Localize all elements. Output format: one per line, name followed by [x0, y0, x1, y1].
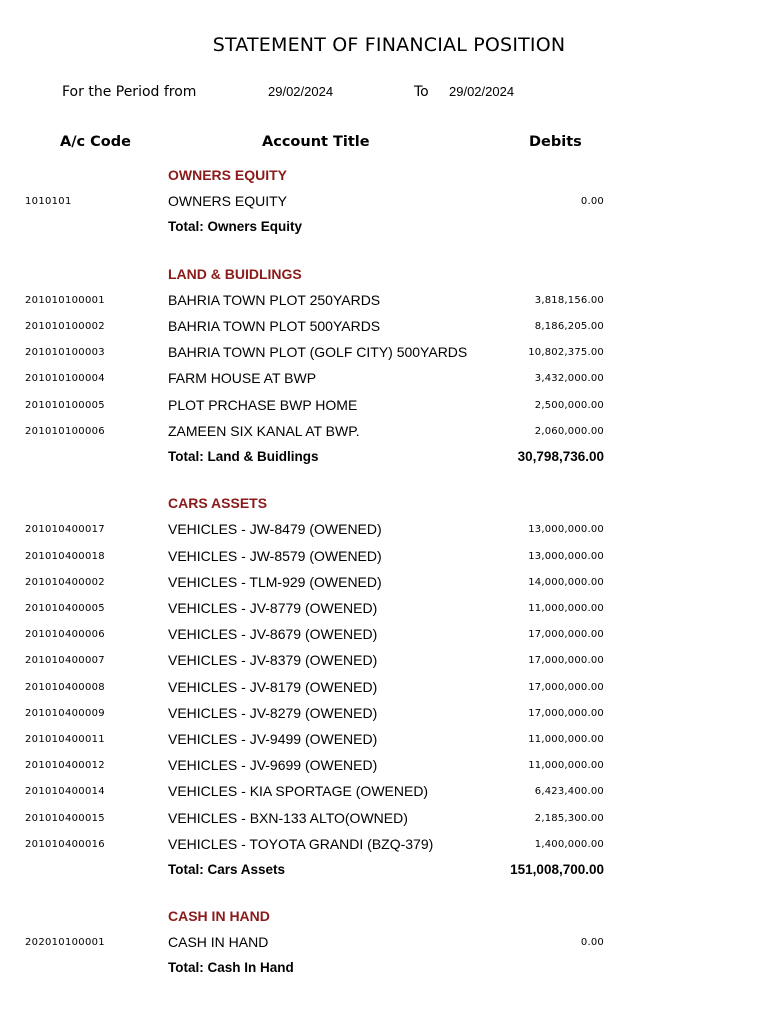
- account-title: VEHICLES - JV-8379 (OWENED): [168, 652, 378, 669]
- debit-amount: 3,818,156.00: [534, 294, 604, 306]
- account-title: BAHRIA TOWN PLOT 250YARDS: [168, 291, 381, 308]
- debit-amount: 17,000,000.00: [528, 629, 604, 641]
- column-header-debits: Debits: [529, 134, 582, 150]
- column-header-code: A/c Code: [60, 134, 131, 150]
- debit-amount: 11,000,000.00: [528, 734, 604, 745]
- debit-amount: 2,500,000.00: [534, 399, 604, 411]
- account-code: 201010400012: [25, 760, 105, 772]
- period-to-label: To: [414, 84, 429, 100]
- account-code: 201010400005: [25, 603, 105, 614]
- account-title: VEHICLES - JV-8779 (OWENED): [168, 600, 378, 616]
- column-header-title: Account Title: [262, 134, 370, 150]
- account-code: 201010400018: [25, 550, 105, 562]
- account-code: 201010100005: [25, 399, 105, 411]
- account-code: 201010400008: [25, 681, 105, 693]
- account-code: 1010101: [25, 196, 72, 208]
- account-title: VEHICLES - TOYOTA GRANDI (BZQ-379): [168, 835, 434, 852]
- period-to-date: 29/02/2024: [449, 84, 515, 99]
- account-title: VEHICLES - BXN-133 ALTO(OWNED): [168, 809, 408, 826]
- account-title: BAHRIA TOWN PLOT (GOLF CITY) 500YARDS: [168, 344, 468, 361]
- account-code: 201010100003: [25, 347, 105, 359]
- section-heading: CARS ASSETS: [168, 495, 268, 512]
- section-total-label: Total: Cars Assets: [168, 861, 286, 877]
- debit-amount: 2,060,000.00: [534, 425, 604, 437]
- account-title: VEHICLES - JV-8679 (OWENED): [168, 626, 378, 643]
- debit-amount: 14,000,000.00: [528, 576, 604, 588]
- account-title: BAHRIA TOWN PLOT 500YARDS: [168, 318, 381, 334]
- debit-amount: 6,423,400.00: [534, 786, 604, 798]
- section-total-value: 151,008,700.00: [510, 861, 604, 877]
- account-code: 201010100006: [25, 425, 105, 437]
- account-title: PLOT PRCHASE BWP HOME: [168, 396, 358, 413]
- section-total-value: 30,798,736.00: [517, 448, 604, 464]
- debit-amount: 2,185,300.00: [534, 812, 604, 824]
- debit-amount: 0.00: [580, 196, 604, 208]
- account-title: OWNERS EQUITY: [168, 193, 288, 210]
- account-code: 201010100004: [25, 373, 105, 385]
- section-total-label: Total: Cash In Hand: [168, 960, 294, 976]
- section-total-label: Total: Land & Buidlings: [168, 448, 319, 464]
- debit-amount: 11,000,000.00: [528, 603, 604, 614]
- account-title: CASH IN HAND: [168, 934, 269, 951]
- account-title: VEHICLES - JV-8179 (OWENED): [168, 678, 378, 695]
- account-code: 201010400007: [25, 655, 105, 667]
- account-code: 201010400015: [25, 812, 105, 824]
- section-heading: LAND & BUIDLINGS: [168, 265, 302, 282]
- account-title: VEHICLES - JV-9499 (OWENED): [168, 731, 378, 747]
- account-code: 201010400006: [25, 629, 105, 641]
- debit-amount: 1,400,000.00: [534, 838, 604, 850]
- debit-amount: 3,432,000.00: [534, 373, 604, 385]
- debit-amount: 13,000,000.00: [528, 550, 604, 562]
- section-heading: OWNERS EQUITY: [168, 167, 288, 183]
- debit-amount: 17,000,000.00: [528, 655, 604, 667]
- account-title: VEHICLES - TLM-929 (OWENED): [168, 573, 382, 590]
- period-from-date: 29/02/2024: [268, 84, 334, 99]
- debit-amount: 13,000,000.00: [528, 524, 604, 536]
- account-title: VEHICLES - JW-8479 (OWENED): [168, 521, 382, 538]
- account-title: FARM HOUSE AT BWP: [168, 370, 317, 387]
- period-label: For the Period from: [62, 84, 197, 100]
- debit-amount: 0.00: [580, 937, 604, 949]
- account-code: 201010400016: [25, 838, 105, 850]
- section-heading: CASH IN HAND: [168, 908, 270, 925]
- debit-amount: 11,000,000.00: [528, 760, 604, 772]
- account-code: 202010100001: [25, 937, 105, 949]
- account-code: 201010400017: [25, 524, 105, 536]
- account-title: VEHICLES - JV-9699 (OWENED): [168, 757, 378, 774]
- debit-amount: 8,186,205.00: [534, 321, 604, 332]
- account-title: VEHICLES - JW-8579 (OWENED): [168, 547, 382, 564]
- debit-amount: 17,000,000.00: [528, 681, 604, 693]
- section-total-label: Total: Owners Equity: [168, 218, 303, 234]
- account-title: ZAMEEN SIX KANAL AT BWP.: [168, 422, 360, 439]
- account-code: 201010100002: [25, 321, 105, 332]
- account-code: 201010400014: [25, 786, 105, 798]
- debit-amount: 10,802,375.00: [528, 347, 604, 359]
- account-code: 201010100001: [25, 294, 105, 306]
- account-code: 201010400009: [25, 707, 105, 719]
- account-title: VEHICLES - KIA SPORTAGE (OWENED): [168, 783, 429, 800]
- account-code: 201010400002: [25, 576, 105, 588]
- account-code: 201010400011: [25, 734, 105, 745]
- debit-amount: 17,000,000.00: [528, 707, 604, 719]
- account-title: VEHICLES - JV-8279 (OWENED): [168, 704, 378, 721]
- report-title: STATEMENT OF FINANCIAL POSITION: [212, 34, 566, 56]
